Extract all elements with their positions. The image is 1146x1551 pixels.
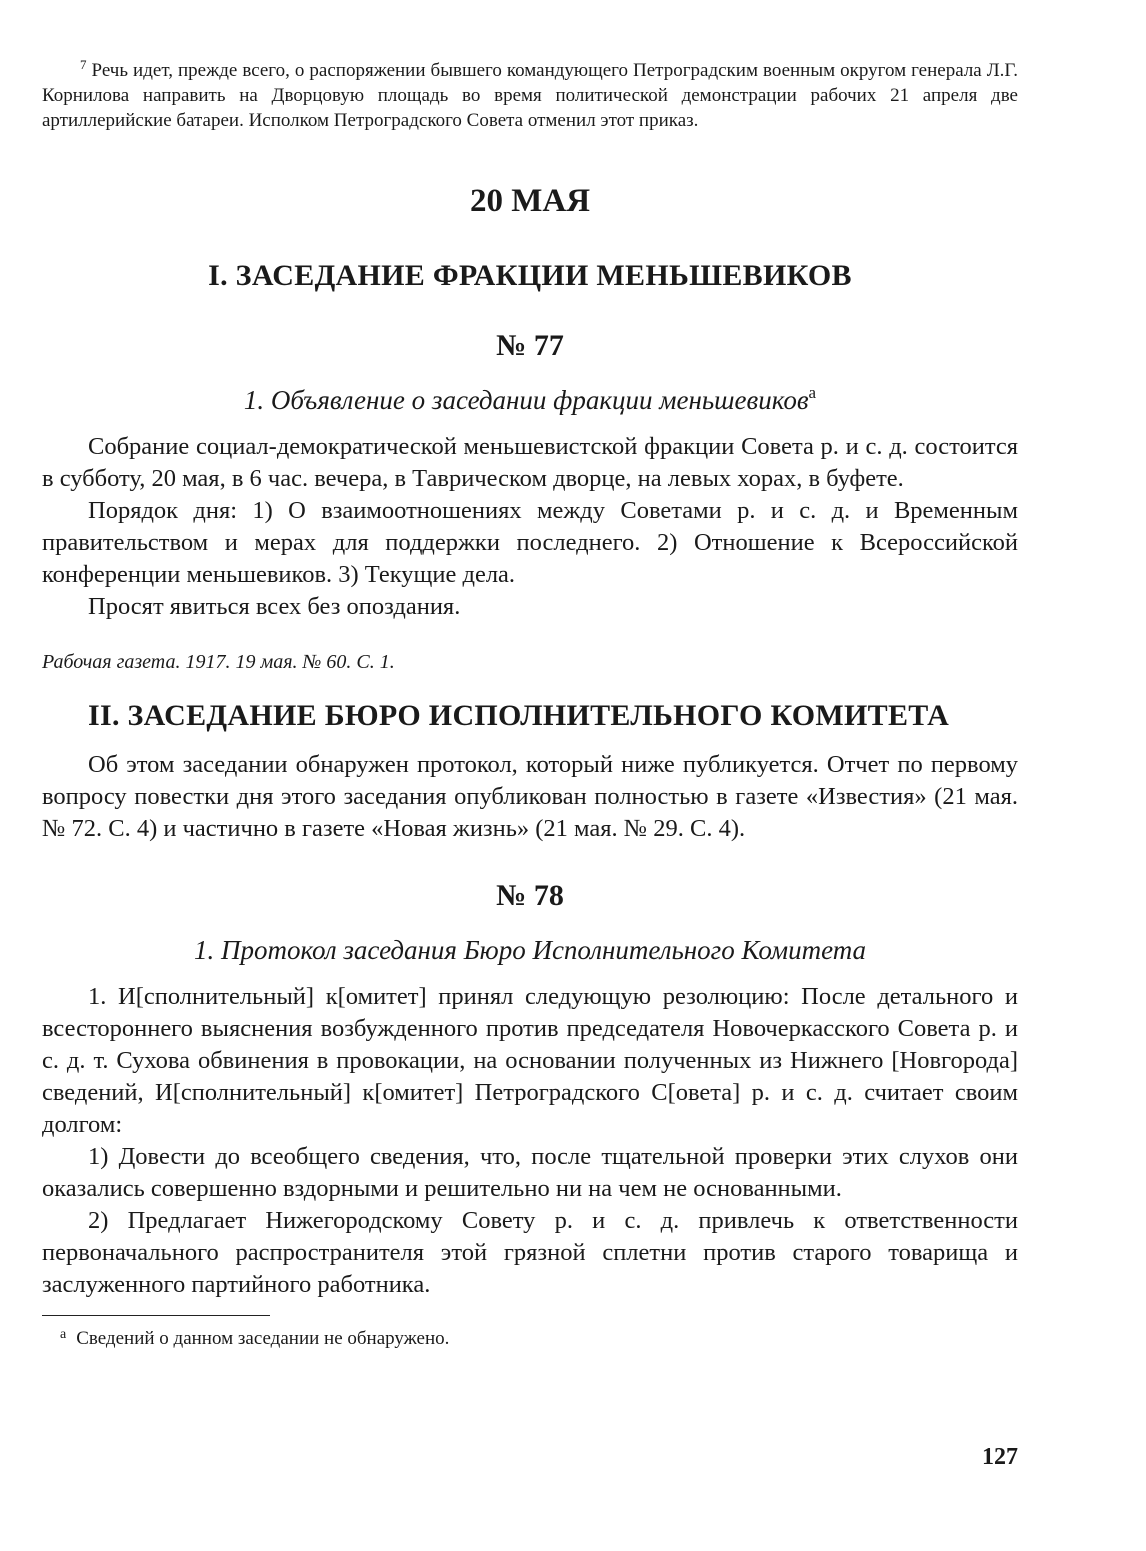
document-78-title: 1. Протокол заседания Бюро Исполнительного Комитета: [193, 935, 867, 965]
section-2-intro: [42, 749, 1018, 845]
document-78-paragraph: 1. И[сполнительный] к[омитет] принял следующую резолюцию: После детального и всестороннего выяснения возбужденного против председателя Новочеркасского Совета р. и с. д. т. Сухова обвинения в провокации, на основании полученных из Нижнего [Новгорода] сведений, И[сполнительный] к[омитет] Петроградского С[овета] р. и с. д. считает своим долгом:: [42, 983, 1018, 1138]
section-2-title: II. ЗАСЕДАНИЕ БЮРО ИСПОЛНИТЕЛЬНОГО КОМИТЕТА: [88, 699, 950, 732]
top-footnote-text: Речь идет, прежде всего, о распоряжении бывшего командующего Петроградским военным округом генерала Л.Г. Корнилова направить на Дворцовую площадь во время политической демонстрации рабочих 21 апреля две артиллерийские батареи. Исполком Петроградского Совета отменил этот приказ.: [42, 60, 1018, 131]
bottom-footnote: [42, 1326, 1018, 1351]
footnote-divider: [42, 1315, 270, 1316]
section-2-intro-paragraph: Об этом заседании обнаружен протокол, который ниже публикуется. Отчет по первому вопросу повестки дня этого заседания опубликован полностью в газете «Известия» (21 мая. № 72. С. 4) и частично в газете «Новая жизнь» (21 мая. № 29. С. 4).: [42, 751, 1018, 842]
bottom-footnote-marker: а: [60, 1327, 67, 1342]
section-1-title: I. ЗАСЕДАНИЕ ФРАКЦИИ МЕНЬШЕВИКОВ: [208, 259, 852, 292]
document-77-body: [42, 431, 1018, 623]
document-77-paragraph: Порядок дня: 1) О взаимоотношениях между Советами р. и с. д. и Временным правительством и мерах для поддержки последнего. 2) Отношение к Всероссийской конференции меньшевиков. 3) Текущие дела.: [42, 497, 1018, 588]
document-78-number: № 78: [496, 879, 564, 912]
document-77-title: [42, 383, 1018, 417]
document-77-title-text: 1. Объявление о заседании фракции меньшевиков: [243, 385, 809, 415]
page-number: 127: [982, 1444, 1018, 1470]
document-78-paragraph: 2) Предлагает Нижегородскому Совету р. и с. д. привлечь к ответственности первоначального распространителя этой грязной сплетни против старого товарища и заслуженного партийного работника.: [42, 1207, 1018, 1298]
document-77-source: Рабочая газета. 1917. 19 мая. № 60. С. 1.: [42, 651, 395, 673]
document-77-footnote-marker: а: [808, 383, 817, 402]
document-77-paragraph: Собрание социал-демократической меньшевистской фракции Совета р. и с. д. состоится в субботу, 20 мая, в 6 час. вечера, в Таврическом дворце, на левых хорах, в буфете.: [42, 433, 1018, 492]
document-77-paragraph: Просят явиться всех без опоздания.: [88, 593, 461, 620]
document-78-paragraph: 1) Довести до всеобщего сведения, что, после тщательной проверки этих слухов они оказались совершенно вздорными и решительно ни на чем не основанными.: [42, 1143, 1018, 1202]
top-footnote-marker: 7: [80, 57, 87, 72]
document-78-body: [42, 981, 1018, 1301]
bottom-footnote-text: Сведений о данном заседании не обнаружено.: [76, 1328, 450, 1349]
document-77-number: № 77: [496, 329, 564, 362]
date-heading: 20 МАЯ: [469, 183, 591, 219]
top-footnote: [42, 58, 1018, 133]
